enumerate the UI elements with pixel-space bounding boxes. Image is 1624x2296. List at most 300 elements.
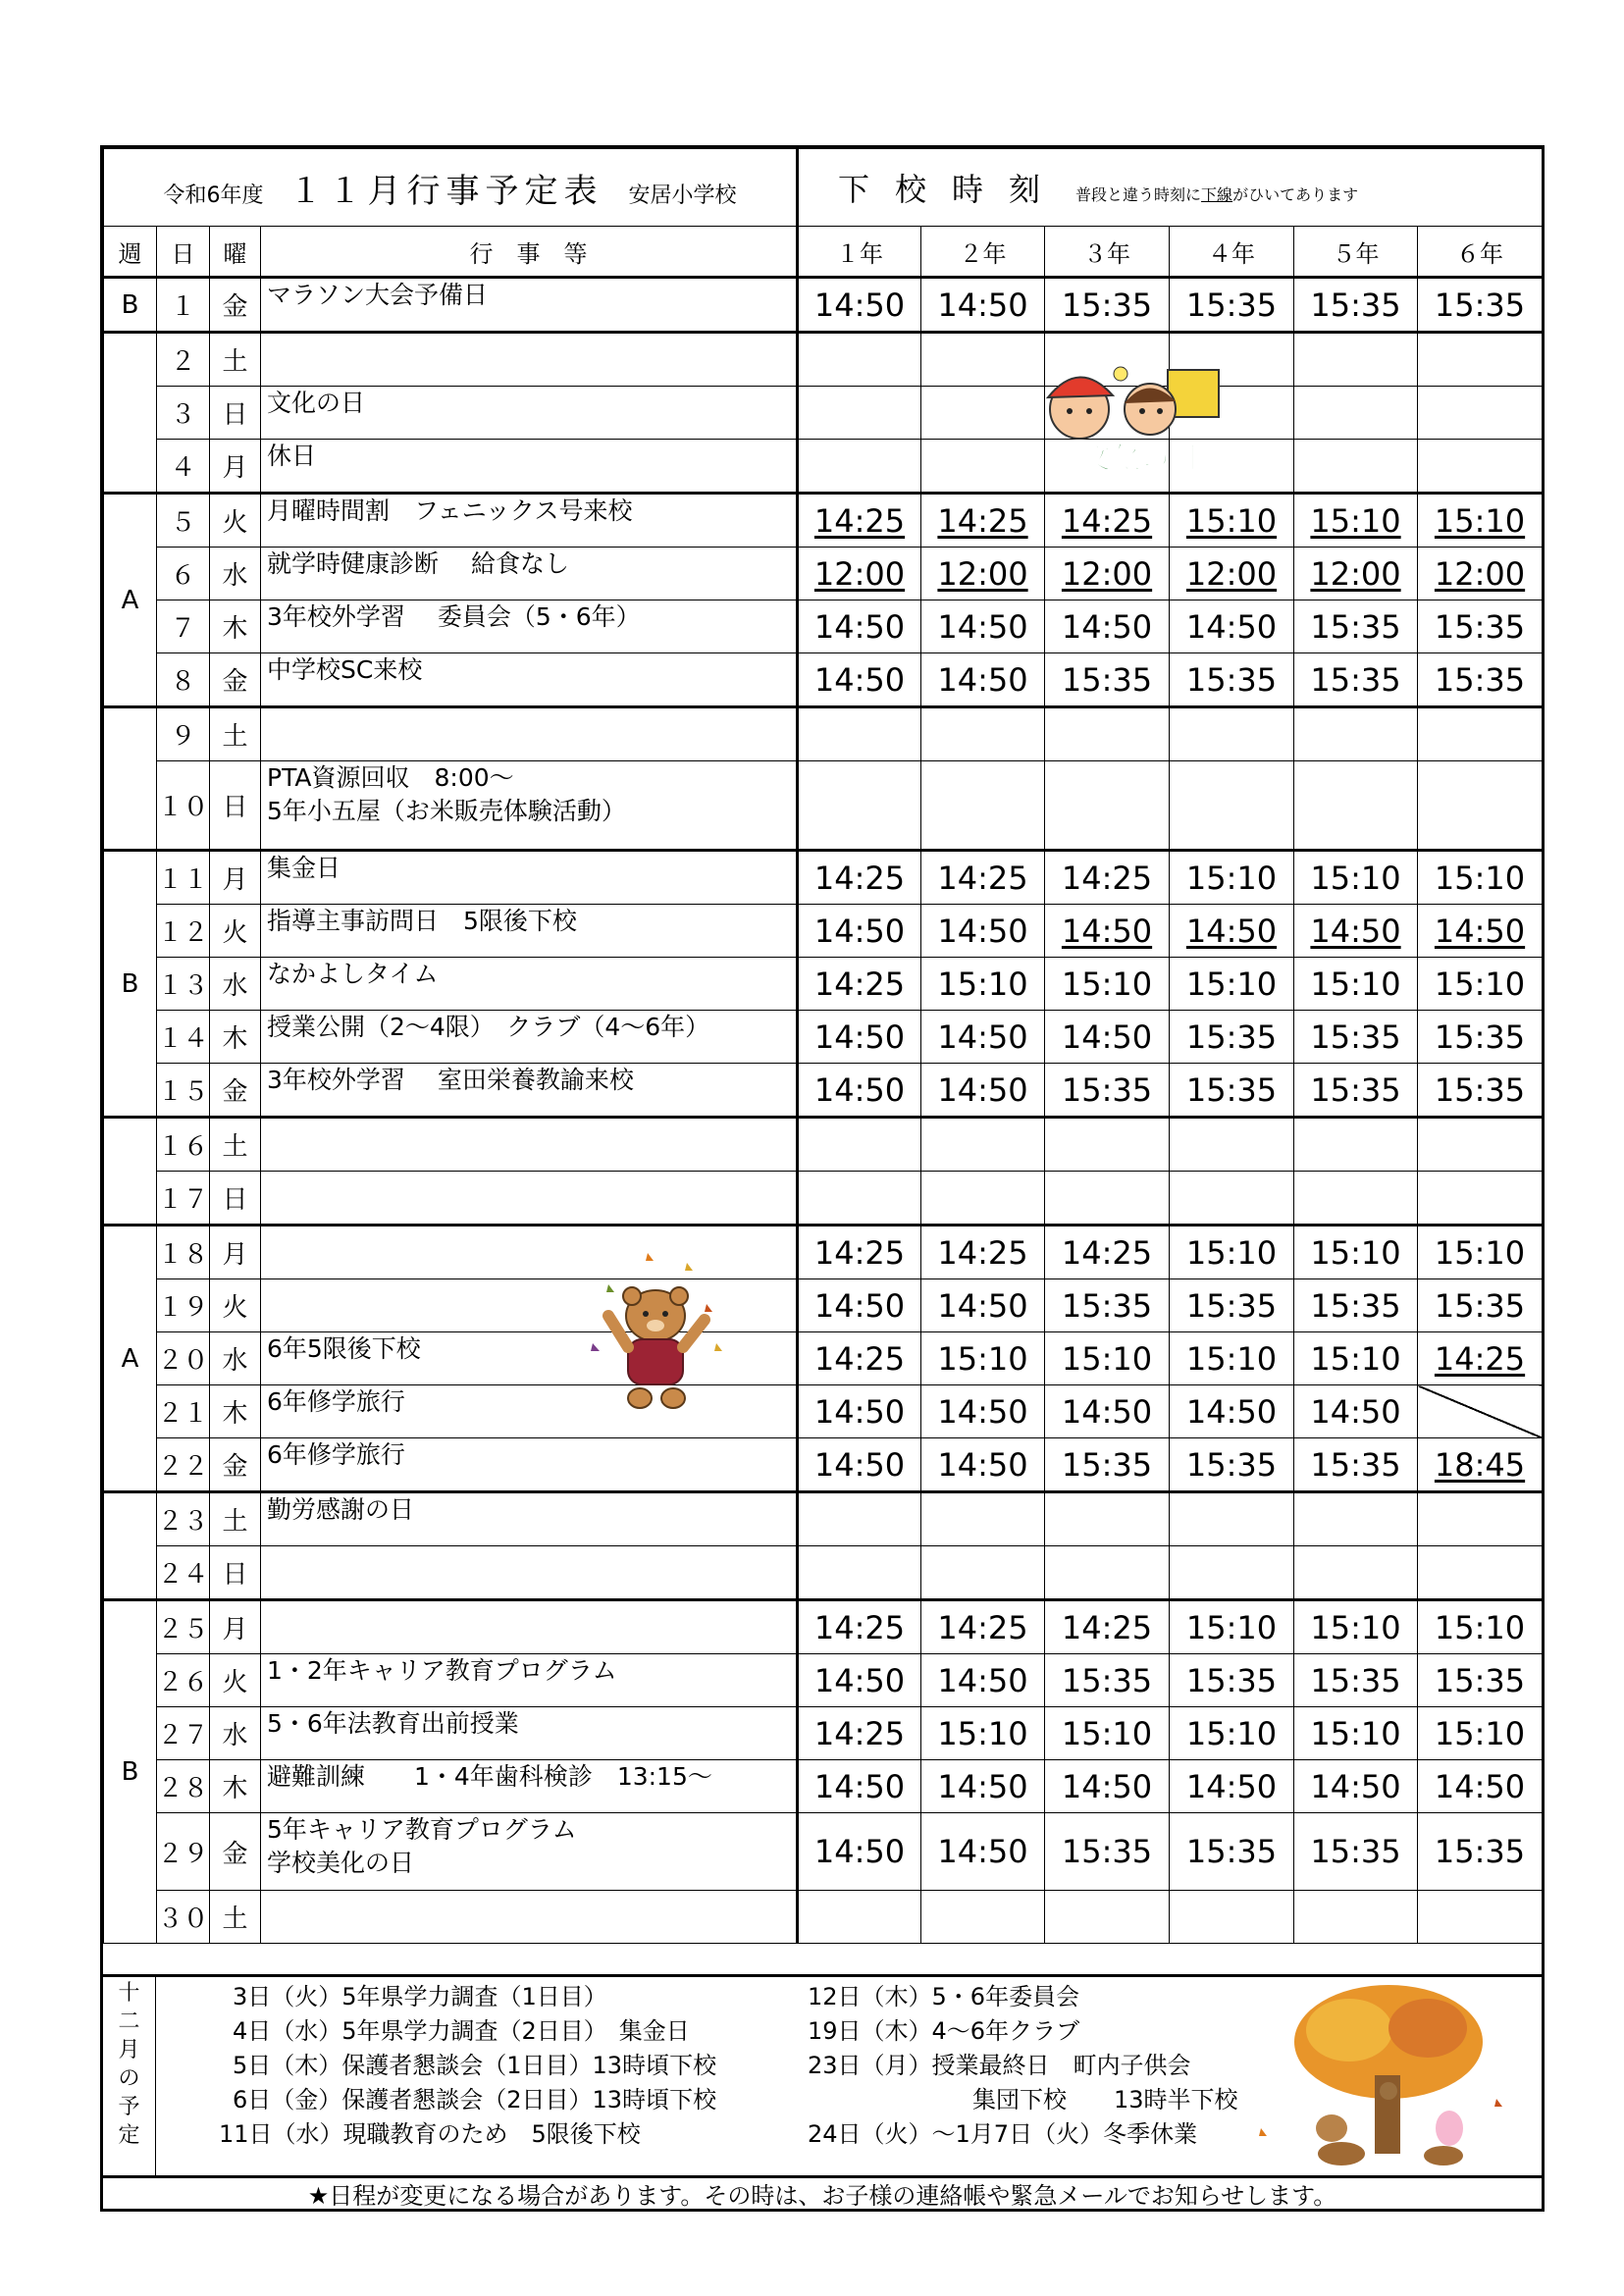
school-name: 安居小学校 [628,183,737,208]
dismissal-time-grade-4 [1170,1438,1294,1492]
event-text: 3年校外学習 室田栄養教諭来校 [267,1066,634,1094]
day-row [104,387,1543,440]
event-text: 5年小五屋（お米販売体験活動） [267,797,626,825]
dismissal-time: 15:35 [1310,286,1401,324]
week-type-cell: B [104,851,157,1118]
page-title: １１月行事予定表 [288,171,603,211]
day-of-week: 月 [210,440,261,494]
day-number: １６ [157,1118,210,1172]
dismissal-time: 15:35 [1185,1018,1278,1056]
dismissal-time-grade-6 [1418,1064,1543,1118]
event-cell [261,1172,798,1226]
dismissal-time: 14:25 [1061,501,1153,540]
day-of-week: 日 [210,387,261,440]
dismissal-time: 14:50 [937,1445,1028,1484]
day-row [104,1891,1543,1944]
dismissal-time-grade-4 [1170,1385,1294,1438]
dismissal-time-grade-2 [921,1385,1045,1438]
day-of-week: 火 [210,494,261,548]
dismissal-time-grade-4 [1170,548,1294,600]
day-number: ２８ [157,1760,210,1813]
day-of-week: 月 [210,1226,261,1279]
event-cell [261,278,798,333]
event-cell [261,1011,798,1064]
dismissal-time: 14:50 [1310,1392,1401,1431]
week-type-cell [104,1118,157,1226]
dismissal-time: 14:25 [1061,1233,1153,1272]
dismissal-time: 14:50 [937,1833,1028,1870]
day-row [104,1172,1543,1226]
day-number: ５ [157,494,210,548]
event-cell [261,653,798,707]
dismissal-time: 14:50 [937,286,1028,324]
dismissal-time-grade-4 [1170,851,1294,905]
dismissal-time-grade-5 [1294,1118,1418,1172]
dismissal-time-grade-5 [1294,494,1418,548]
dismissal-time-grade-3 [1045,1760,1170,1813]
dismissal-time-grade-3 [1045,1813,1170,1891]
dismissal-time-grade-4 [1170,1891,1294,1944]
dismissal-time-grade-5 [1294,1760,1418,1813]
day-of-week: 月 [210,851,261,905]
day-row [104,1492,1543,1546]
dismissal-time-grade-2 [921,1707,1045,1760]
day-number: ２０ [157,1332,210,1385]
dismissal-time: 15:10 [1310,1233,1401,1272]
day-of-week: 土 [210,707,261,761]
dismissal-time-grade-6 [1418,958,1543,1011]
day-of-week: 木 [210,1011,261,1064]
day-of-week: 月 [210,1600,261,1654]
dismissal-time-grade-2 [921,278,1045,333]
dismissal-time: 14:50 [1434,912,1526,950]
dismissal-time: 12:00 [1185,554,1278,593]
event-cell [261,1118,798,1172]
day-row [104,440,1543,494]
week-type-cell [104,1492,157,1600]
event-cell [261,1492,798,1546]
day-row [104,1279,1543,1332]
dismissal-time-grade-4 [1170,1707,1294,1760]
dismissal-time-grade-5 [1294,958,1418,1011]
event-cell [261,1813,798,1891]
dismissal-time: 15:10 [1310,501,1401,540]
dismissal-time: 14:50 [937,1070,1028,1109]
dismissal-time-grade-6 [1418,1438,1543,1492]
dismissal-time-grade-1 [798,905,921,958]
dismissal-time-grade-5 [1294,1891,1418,1944]
dismissal-time-grade-4 [1170,600,1294,653]
dismissal-time-grade-1 [798,1011,921,1064]
day-row [104,761,1543,851]
event-text: 6年5限後下校 [267,1334,421,1363]
dismissal-time-grade-4 [1170,1760,1294,1813]
dismissal-time: 14:25 [813,501,906,540]
december-item: 5日（木）保護者懇談会（1日目）13時頃下校 [233,2052,717,2079]
december-item: 3日（火）5年県学力調査（1日目） [233,1983,607,2010]
day-row [104,707,1543,761]
dismissal-time-grade-5 [1294,1385,1418,1438]
day-row [104,600,1543,653]
day-row [104,548,1543,600]
dismissal-time: 15:10 [1434,1608,1526,1646]
dismissal-time: 15:35 [1434,1070,1526,1109]
dismissal-time-grade-4 [1170,1064,1294,1118]
bear-illustration [579,1245,736,1420]
dismissal-time-grade-1 [798,548,921,600]
day-number: ２６ [157,1654,210,1707]
dismissal-time-grade-6 [1418,1600,1543,1654]
dismissal-time: 14:50 [937,1018,1028,1056]
dismissal-time-grade-2 [921,958,1045,1011]
dismissal-time-grade-4 [1170,1118,1294,1172]
day-of-week: 火 [210,1654,261,1707]
dismissal-time-grade-3 [1045,1011,1170,1064]
dismissal-time-grade-4 [1170,1492,1294,1546]
dismissal-time: 15:10 [937,965,1028,1003]
dismissal-time-grade-2 [921,1813,1045,1891]
day-of-week: 金 [210,278,261,333]
dismissal-time: 15:10 [1310,859,1401,897]
dismissal-time-grade-3 [1045,1600,1170,1654]
dismissal-time-grade-3 [1045,653,1170,707]
dismissal-time: 15:35 [1310,660,1401,699]
event-cell [261,1891,798,1944]
dismissal-time-grade-3 [1045,958,1170,1011]
dismissal-time: 14:50 [1185,607,1278,646]
day-row [104,1332,1543,1385]
week-type-cell: B [104,1600,157,1944]
day-number: ２３ [157,1492,210,1546]
dismissal-time: 14:50 [937,1286,1028,1325]
dismissal-time-grade-6 [1418,761,1543,851]
day-of-week: 木 [210,1760,261,1813]
event-cell [261,440,798,494]
dismissal-time-grade-1 [798,600,921,653]
dismissal-time-grade-2 [921,707,1045,761]
dismissal-time-grade-6 [1418,278,1543,333]
event-cell [261,707,798,761]
dismissal-note: 普段と違う時刻に下線がひいてあります [1075,185,1359,204]
dismissal-time-grade-5 [1294,1813,1418,1891]
day-of-week: 金 [210,1064,261,1118]
dismissal-time-grade-2 [921,1438,1045,1492]
day-row [104,851,1543,905]
dismissal-time: 15:35 [1434,607,1526,646]
dismissal-time-grade-2 [921,1654,1045,1707]
dismissal-time: 14:50 [937,1767,1028,1805]
culture-day-illustration [1021,352,1256,480]
dismissal-time-grade-2 [921,1064,1045,1118]
dismissal-time: 15:10 [1061,965,1153,1003]
grade-5-header: ５年 [1294,227,1418,278]
day-number: ９ [157,707,210,761]
dismissal-time: 14:50 [1061,1767,1153,1805]
dismissal-time: 14:50 [813,1070,906,1109]
dismissal-time: 12:00 [1061,554,1153,593]
dismissal-time-grade-2 [921,1279,1045,1332]
day-of-week: 火 [210,1279,261,1332]
col-events-header: 行 事 等 [261,227,798,278]
day-number: ８ [157,653,210,707]
event-text: 3年校外学習 委員会（5・6年） [267,602,641,631]
day-number: １４ [157,1011,210,1064]
dismissal-time: 15:35 [1185,660,1278,699]
dismissal-time: 15:35 [1061,660,1153,699]
schedule-table [103,148,1543,1944]
event-text: 就学時健康診断 給食なし [267,549,569,578]
day-number: ３０ [157,1891,210,1944]
day-of-week: 土 [210,333,261,387]
dismissal-time-grade-3 [1045,600,1170,653]
dismissal-time: 14:50 [1310,912,1401,950]
day-number: ３ [157,387,210,440]
dismissal-time: 15:35 [1434,286,1526,324]
day-number: ２１ [157,1385,210,1438]
dismissal-time-grade-6 [1418,1813,1543,1891]
dismissal-time: 14:50 [1061,1018,1153,1056]
dismissal-time: 15:35 [1185,286,1278,324]
day-of-week: 水 [210,548,261,600]
dismissal-time: 12:00 [813,554,906,593]
dismissal-time-grade-4 [1170,707,1294,761]
dismissal-time: 15:35 [1185,1833,1278,1870]
dismissal-time-grade-4 [1170,1279,1294,1332]
day-row [104,905,1543,958]
event-cell [261,600,798,653]
dismissal-time-grade-2 [921,1546,1045,1600]
dismissal-time-grade-5 [1294,387,1418,440]
dismissal-time: 14:50 [937,1392,1028,1431]
dismissal-time: 15:35 [1061,1661,1153,1699]
dismissal-time-grade-1 [798,1707,921,1760]
dismissal-time-grade-5 [1294,1172,1418,1226]
dismissal-time-grade-2 [921,1226,1045,1279]
day-number: １０ [157,761,210,851]
culture-day-banner-text: 文化の日 [1081,442,1199,476]
day-row [104,653,1543,707]
dismissal-time: 14:50 [813,1286,906,1325]
dismissal-time-grade-5 [1294,905,1418,958]
dismissal-time: 15:35 [1061,1445,1153,1484]
day-row [104,1707,1543,1760]
event-text: 指導主事訪問日 5限後下校 [267,907,577,935]
dismissal-time-grade-5 [1294,707,1418,761]
dismissal-time: 14:25 [1061,1608,1153,1646]
dismissal-time: 14:50 [813,1661,906,1699]
december-item: 11日（水）現職教育のため 5限後下校 [219,2120,641,2148]
dismissal-time-grade-3 [1045,494,1170,548]
dismissal-time: 14:50 [813,1445,906,1484]
dismissal-time: 14:50 [813,1767,906,1805]
day-of-week: 土 [210,1891,261,1944]
dismissal-time-grade-6 [1418,1011,1543,1064]
dismissal-time: 15:35 [1434,1018,1526,1056]
dismissal-time-grade-2 [921,494,1045,548]
day-of-week: 水 [210,1332,261,1385]
dismissal-time-grade-6 [1418,440,1543,494]
dismissal-time: 14:50 [813,1392,906,1431]
dismissal-time: 15:35 [1310,1833,1401,1870]
dismissal-time-grade-4 [1170,1172,1294,1226]
dismissal-time-grade-6 [1418,707,1543,761]
dismissal-time-grade-3 [1045,1064,1170,1118]
dismissal-time: 15:35 [1185,1445,1278,1484]
day-number: １７ [157,1172,210,1226]
day-of-week: 水 [210,1707,261,1760]
dismissal-time-grade-5 [1294,440,1418,494]
event-text: 月曜時間割 フェニックス号来校 [267,496,633,525]
day-of-week: 日 [210,1546,261,1600]
dismissal-time: 15:35 [1185,1070,1278,1109]
dismissal-time: 14:25 [937,859,1028,897]
day-row [104,1654,1543,1707]
dismissal-time-grade-3 [1045,905,1170,958]
dismissal-time-grade-3 [1045,1226,1170,1279]
day-row [104,333,1543,387]
dismissal-time-grade-1 [798,333,921,387]
day-of-week: 金 [210,653,261,707]
dismissal-time-grade-3 [1045,278,1170,333]
dismissal-time: 14:50 [937,607,1028,646]
dismissal-time-grade-3 [1045,1492,1170,1546]
dismissal-time: 14:25 [813,1608,906,1646]
dismissal-time-grade-2 [921,905,1045,958]
dismissal-time: 14:25 [937,1233,1028,1272]
december-list-right [808,1980,1238,2152]
dismissal-time-grade-5 [1294,1064,1418,1118]
event-text: 6年修学旅行 [267,1387,405,1416]
dismissal-heading: 下校時刻 [838,171,1067,208]
dismissal-time-grade-3 [1045,707,1170,761]
dismissal-time: 15:10 [1434,1233,1526,1272]
day-number: １ [157,278,210,333]
dismissal-time-grade-4 [1170,494,1294,548]
event-cell [261,1654,798,1707]
dismissal-time: 15:35 [1310,1445,1401,1484]
dismissal-time: 14:50 [813,1018,906,1056]
day-row [104,1813,1543,1891]
dismissal-time: 15:10 [1185,965,1278,1003]
dismissal-time: 14:25 [1434,1339,1526,1378]
day-row [104,494,1543,548]
dismissal-time-grade-1 [798,1813,921,1891]
dismissal-time-grade-1 [798,1332,921,1385]
dismissal-time-grade-3 [1045,548,1170,600]
dismissal-time-grade-3 [1045,1332,1170,1385]
dismissal-time-grade-1 [798,851,921,905]
dismissal-time-grade-1 [798,1064,921,1118]
event-cell [261,494,798,548]
dismissal-time-grade-4 [1170,1600,1294,1654]
dismissal-time: 15:35 [1061,1070,1153,1109]
dismissal-time-grade-5 [1294,1600,1418,1654]
dismissal-time: 14:50 [813,1833,906,1870]
dismissal-time: 14:25 [813,1233,906,1272]
col-dow-header: 曜 [210,227,261,278]
event-text: なかよしタイム [267,960,439,988]
dismissal-time: 14:50 [937,660,1028,699]
dismissal-time: 15:35 [1310,607,1401,646]
dismissal-time-grade-3 [1045,1891,1170,1944]
dismissal-time: 15:10 [1185,1339,1278,1378]
dismissal-time-grade-5 [1294,851,1418,905]
dismissal-time: 14:50 [1061,607,1153,646]
dismissal-time: 15:10 [1061,1339,1153,1378]
dismissal-time: 14:50 [1061,1392,1153,1431]
dismissal-time: 14:50 [937,912,1028,950]
dismissal-time: 14:50 [813,660,906,699]
event-cell [261,548,798,600]
day-of-week: 日 [210,1172,261,1226]
grade-3-header: ３年 [1045,227,1170,278]
day-of-week: 火 [210,905,261,958]
dismissal-time: 14:25 [813,965,906,1003]
day-of-week: 金 [210,1813,261,1891]
dismissal-time-grade-4 [1170,1011,1294,1064]
dismissal-time: 15:35 [1310,1661,1401,1699]
event-text: 5年キャリア教育プログラム [267,1815,577,1844]
dismissal-time-grade-1 [798,1279,921,1332]
dismissal-time-grade-6 [1418,387,1543,440]
dismissal-time-grade-5 [1294,1438,1418,1492]
day-number: ２９ [157,1813,210,1891]
event-text: 集金日 [267,854,341,882]
dismissal-time-grade-4 [1170,1332,1294,1385]
dismissal-time-grade-6 [1418,653,1543,707]
event-cell [261,1707,798,1760]
dismissal-time: 14:50 [813,912,906,950]
day-row [104,1546,1543,1600]
dismissal-time: 15:35 [1061,1833,1153,1870]
dismissal-time-grade-2 [921,851,1045,905]
event-cell [261,1546,798,1600]
event-cell [261,851,798,905]
day-row [104,278,1543,333]
dismissal-time: 12:00 [1310,554,1401,593]
dismissal-time: 12:00 [937,554,1028,593]
dismissal-time-grade-5 [1294,1226,1418,1279]
day-row [104,1011,1543,1064]
dismissal-time: 14:50 [1185,912,1278,950]
col-week-header: 週 [104,227,157,278]
dismissal-time: 15:10 [937,1714,1028,1752]
dismissal-time-grade-5 [1294,278,1418,333]
dismissal-time: 14:50 [1434,1767,1526,1805]
dismissal-time-grade-2 [921,1172,1045,1226]
dismissal-time-grade-2 [921,600,1045,653]
dismissal-time-grade-3 [1045,1707,1170,1760]
dismissal-time-grade-3 [1045,1654,1170,1707]
dismissal-time-grade-1 [798,494,921,548]
dismissal-time: 14:50 [1185,1767,1278,1805]
dismissal-time: 15:10 [1310,1339,1401,1378]
no-dismissal-slash [1418,1385,1543,1438]
day-of-week: 木 [210,600,261,653]
dismissal-time-grade-5 [1294,1546,1418,1600]
week-type-cell: B [104,278,157,333]
day-row [104,1438,1543,1492]
dismissal-time-grade-4 [1170,761,1294,851]
footer-note: ★日程が変更になる場合があります。その時は、お子様の連絡帳や緊急メールでお知らせします。 [103,2175,1542,2215]
december-item: 12日（木）5・6年委員会 [808,1983,1080,2010]
dismissal-time-grade-1 [798,440,921,494]
dismissal-time-grade-1 [798,1118,921,1172]
dismissal-time-grade-6 [1418,333,1543,387]
dismissal-time: 15:35 [1310,1070,1401,1109]
dismissal-time: 14:50 [1061,912,1153,950]
dismissal-time-grade-5 [1294,1707,1418,1760]
